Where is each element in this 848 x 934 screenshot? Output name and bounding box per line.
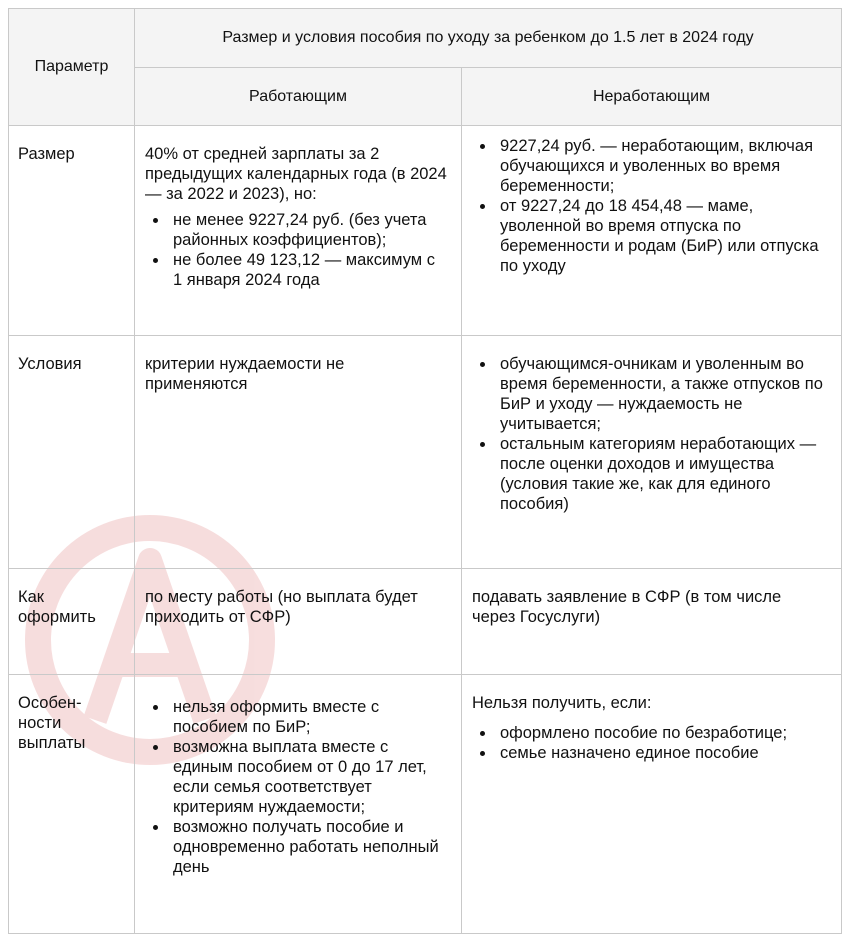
column-nonworking-label: Неработающим	[592, 87, 711, 105]
header-param-label: Параметр	[34, 58, 109, 75]
list-item: • возможно получать пособие и одновременно работать неполный день	[169, 817, 447, 877]
list-item: • 9227,24 руб. — неработающим, включая обучающихся и уволенных во время беременности;	[496, 136, 827, 196]
benefits-table	[8, 8, 842, 934]
row-label-apply-text: Как оформить	[18, 588, 96, 626]
conditions-working-cell	[135, 336, 462, 569]
table-row-features	[9, 675, 842, 934]
size-working-intro: 40% от средней зарплаты за 2 предыдущих календарных года (в 2024 — за 2022 и 2023), но:	[145, 145, 447, 203]
list-item: • не более 49 123,12 — максимум с 1 января 2024 года	[169, 250, 447, 290]
size-nonworking-cell	[462, 126, 842, 336]
apply-nonworking-text: подавать заявление в СФР (в том числе через Госуслуги)	[472, 588, 782, 626]
apply-working-text: по месту работы (но выплата будет приходить от СФР)	[145, 588, 418, 626]
list-item: • семье назначено единое пособие	[496, 743, 827, 763]
table-row-apply	[9, 569, 842, 675]
apply-working-cell	[135, 569, 462, 675]
table-row-size	[9, 126, 842, 336]
table-row-conditions	[9, 336, 842, 569]
features-nonworking-list	[472, 723, 827, 763]
list-item: • не менее 9227,24 руб. (без учета районных коэффициентов);	[169, 210, 447, 250]
header-param-cell	[9, 9, 135, 126]
header-working-cell	[135, 68, 462, 126]
list-item: • оформлено пособие по безработице;	[496, 723, 827, 743]
row-label-size-text: Размер	[18, 145, 75, 163]
list-item: • обучающимся-очникам и уволенным во время беременности, а также отпусков по БиР и уходу — нуждаемость не учитывается;	[496, 354, 827, 434]
conditions-nonworking-list	[472, 354, 827, 514]
size-working-cell	[135, 126, 462, 336]
row-label-features-text: Особен-ности выплаты	[18, 694, 86, 752]
list-item: • нельзя оформить вместе с пособием по БиР;	[169, 697, 447, 737]
column-working-label: Работающим	[249, 87, 347, 105]
size-nonworking-list	[472, 136, 827, 276]
list-item: • остальным категориям неработающих — после оценки доходов и имущества (условия такие же, как для единого пособия)	[496, 434, 827, 514]
list-item: • возможна выплата вместе с единым пособием от 0 до 17 лет, если семья соответствует критериям нуждаемости;	[169, 737, 447, 817]
features-nonworking-intro: Нельзя получить, если:	[472, 694, 652, 712]
row-label-conditions	[9, 336, 135, 569]
row-label-size	[9, 126, 135, 336]
header-title-cell	[135, 9, 842, 68]
features-working-cell	[135, 675, 462, 934]
row-label-features	[9, 675, 135, 934]
conditions-working-text: критерии нуждаемости не применяются	[145, 355, 345, 393]
features-working-list	[145, 697, 447, 877]
conditions-nonworking-cell	[462, 336, 842, 569]
size-working-list	[145, 210, 447, 290]
header-nonworking-cell	[462, 68, 842, 126]
table-title: Размер и условия пособия по уходу за ребенком до 1.5 лет в 2024 году	[222, 29, 754, 46]
list-item: • от 9227,24 до 18 454,48 — маме, уволенной во время отпуска по беременности и родам (БиР) или отпуска по уходу	[496, 196, 827, 276]
row-label-apply	[9, 569, 135, 675]
row-label-conditions-text: Условия	[18, 355, 82, 373]
features-nonworking-cell	[462, 675, 842, 934]
apply-nonworking-cell	[462, 569, 842, 675]
